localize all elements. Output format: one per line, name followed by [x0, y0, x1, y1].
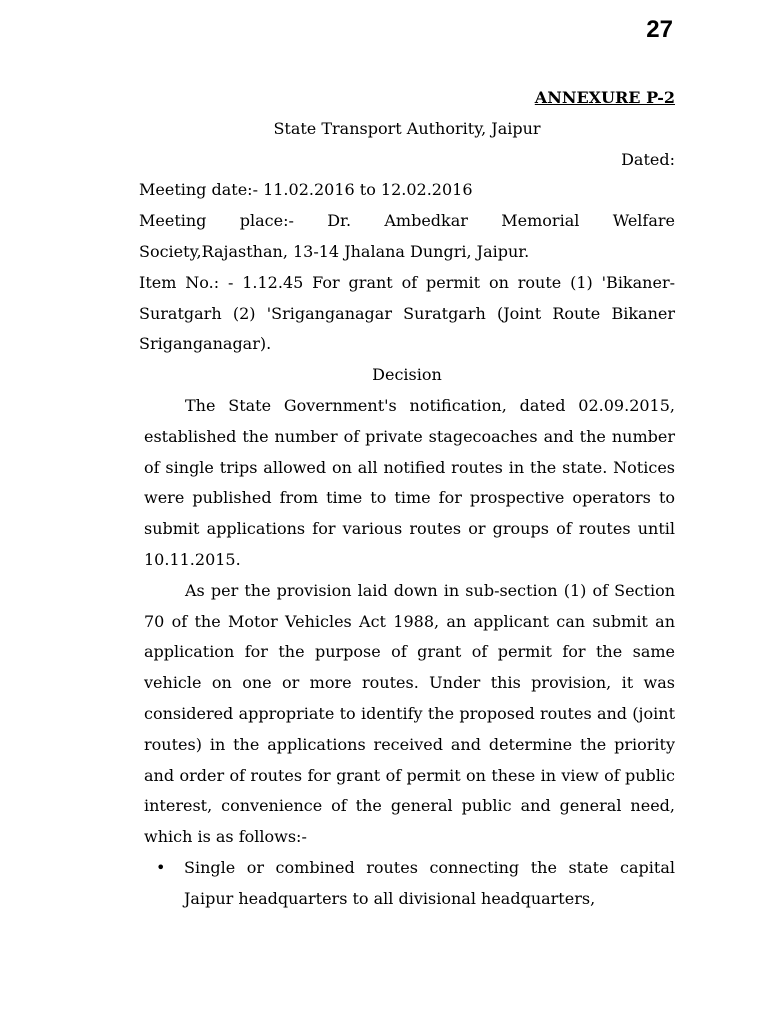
- bullet-text: Single or combined routes connecting the state capital Jaipur headquarters to all divisional headquarters,: [184, 857, 675, 908]
- list-item: [156, 853, 675, 915]
- document-body: [139, 83, 675, 915]
- meeting-date: Meeting date:- 11.02.2016 to 12.02.2016: [139, 180, 473, 200]
- decision-heading: Decision: [372, 365, 442, 385]
- item-number: Item No.: - 1.12.45 For grant of permit on route (1) 'Bikaner-Suratgarh (2) 'Sriganganagar Suratgarh (Joint Route Bikaner Sriganganagar).: [139, 272, 675, 354]
- page-number: 27: [646, 16, 673, 43]
- route-list: [139, 853, 675, 915]
- paragraph-notification: The State Government's notification, dated 02.09.2015, established the number of private stagecoaches and the number of single trips allowed on all notified routes in the state. Notices were published from time to time for prospective operators to submit applications for various routes or groups of routes until 10.11.2015.: [144, 395, 675, 569]
- bullet-icon: •: [156, 857, 166, 877]
- paragraph-provision: As per the provision laid down in sub-section (1) of Section 70 of the Motor Vehicles Act 1988, an applicant can submit an application for the purpose of grant of permit for the same vehicle on one or more routes. Under this provision, it was considered appropriate to identify the proposed routes and (joint routes) in the applications received and determine the priority and order of routes for grant of permit on these in view of public interest, convenience of the general public and general need, which is as follows:-: [144, 580, 675, 847]
- authority-title: State Transport Authority, Jaipur: [273, 118, 541, 138]
- meeting-place: Meeting place:- Dr. Ambedkar Memorial Welfare Society,Rajasthan, 13-14 Jhalana Dungri, Jaipur.: [139, 211, 675, 261]
- annexure-heading: ANNEXURE P-2: [534, 88, 675, 107]
- dated-label: Dated:: [621, 149, 675, 169]
